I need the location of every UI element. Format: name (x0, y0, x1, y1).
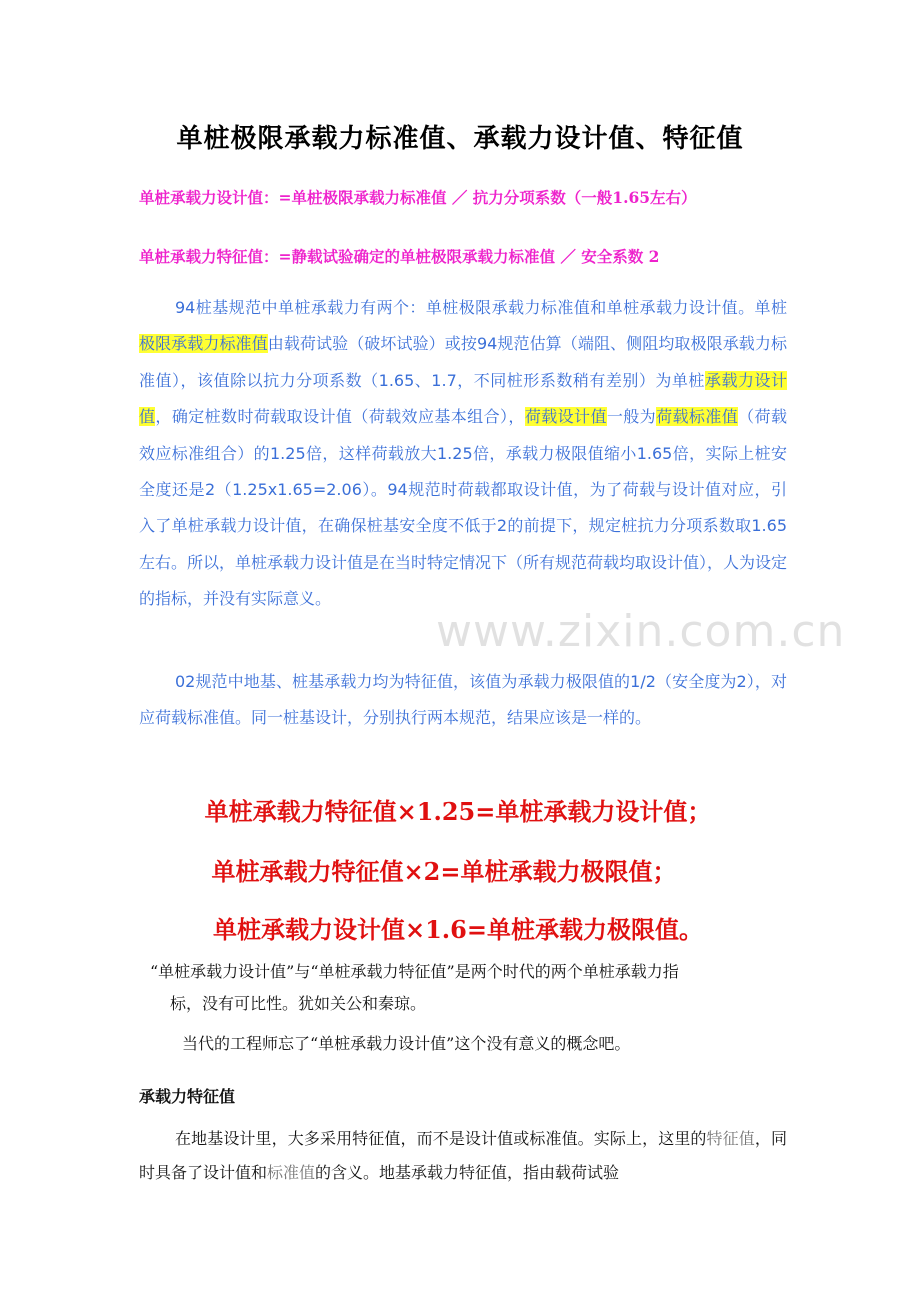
text-span: 在地基设计里，大多采用特征值，而不是设计值或标准值。实际上，这里的 (175, 1129, 707, 1148)
relation-design-to-ultimate: 单桩承载力设计值×1.6=单桩承载力极限值。 (213, 915, 703, 944)
paragraph-94-code (139, 290, 787, 618)
highlight-load-design-value: 荷载设计值 (524, 407, 607, 427)
engineer-note: 当代的工程师忘了“单桩承载力设计值”这个没有意义的概念吧。 (182, 1034, 631, 1053)
page-title: 单桩极限承载力标准值、承载力设计值、特征值 (176, 124, 744, 154)
comparison-note-line1: “单桩承载力设计值”与“单桩承载力特征值”是两个时代的两个单桩承载力指 (150, 962, 679, 981)
text-span: 由载荷试验（破坏试验）或按94规范估算（端阻、侧阻均取极限承载力标准值），该值除以抗力分项系数（1.65、1.7，不同桩形系数稍有差别）为单桩 (139, 334, 787, 390)
text-span: ，确定桩数时荷载取设计值（荷载效应基本组合）， (155, 407, 525, 427)
comparison-note-line2: 标，没有可比性。犹如关公和秦琼。 (170, 994, 427, 1013)
text-span: （荷载效应标准组合）的1.25倍，这样荷载放大1.25倍，承载力极限值缩小1.65倍，实际上桩安全度还是2（1.25x1.65=2.06）。94规范时荷载都取设计值，为了荷载与设计值对应，引入了单桩承载力设计值，在确保桩基安全度不低于2的前提下，规定桩抗力分项系数取1.65左右。所以，单桩承载力设计值是在当时特定情况下（所有规范荷载均取设计值），人为设定的指标，并没有实际意义。 (139, 407, 788, 609)
highlight-load-standard-value: 荷载标准值 (656, 407, 739, 427)
highlight-ultimate-standard: 极限承载力标准值 (139, 334, 268, 354)
relation-characteristic-to-design: 单桩承载力特征值×1.25=单桩承载力设计值； (204, 797, 712, 826)
paragraph-characteristic-value (139, 1122, 787, 1190)
section-heading: 承载力特征值 (139, 1087, 236, 1106)
characteristic-value-formula: 单桩承载力特征值：=静载试验确定的单桩极限承载力标准值 ／ 安全系数 2 (139, 247, 660, 266)
term-standard-value: 标准值 (267, 1163, 316, 1182)
term-characteristic-value: 特征值 (706, 1129, 755, 1148)
text-span: ，同时具备了设计值和 (139, 1129, 787, 1182)
watermark: www.zixin.com.cn (436, 606, 846, 657)
highlight-design-value: 承载力设计值 (139, 370, 787, 427)
design-value-formula: 单桩承载力设计值：=单桩极限承载力标准值 ／ 抗力分项系数（一般1.65左右） (139, 188, 697, 207)
relation-characteristic-to-ultimate: 单桩承载力特征值×2=单桩承载力极限值； (211, 857, 677, 886)
text-span: 94桩基规范中单桩承载力有两个：单桩极限承载力标准值和单桩承载力设计值。单桩 (175, 298, 787, 317)
paragraph-02-code: 02规范中地基、桩基承载力均为特征值，该值为承载力极限值的1/2（安全度为2），对应荷载标准值。同一桩基设计，分别执行两本规范，结果应该是一样的。 (139, 672, 787, 728)
comparison-note (150, 956, 810, 1020)
text-span: 一般为 (606, 407, 657, 427)
text-span: 的含义。地基承载力特征值，指由载荷试验 (315, 1163, 620, 1182)
